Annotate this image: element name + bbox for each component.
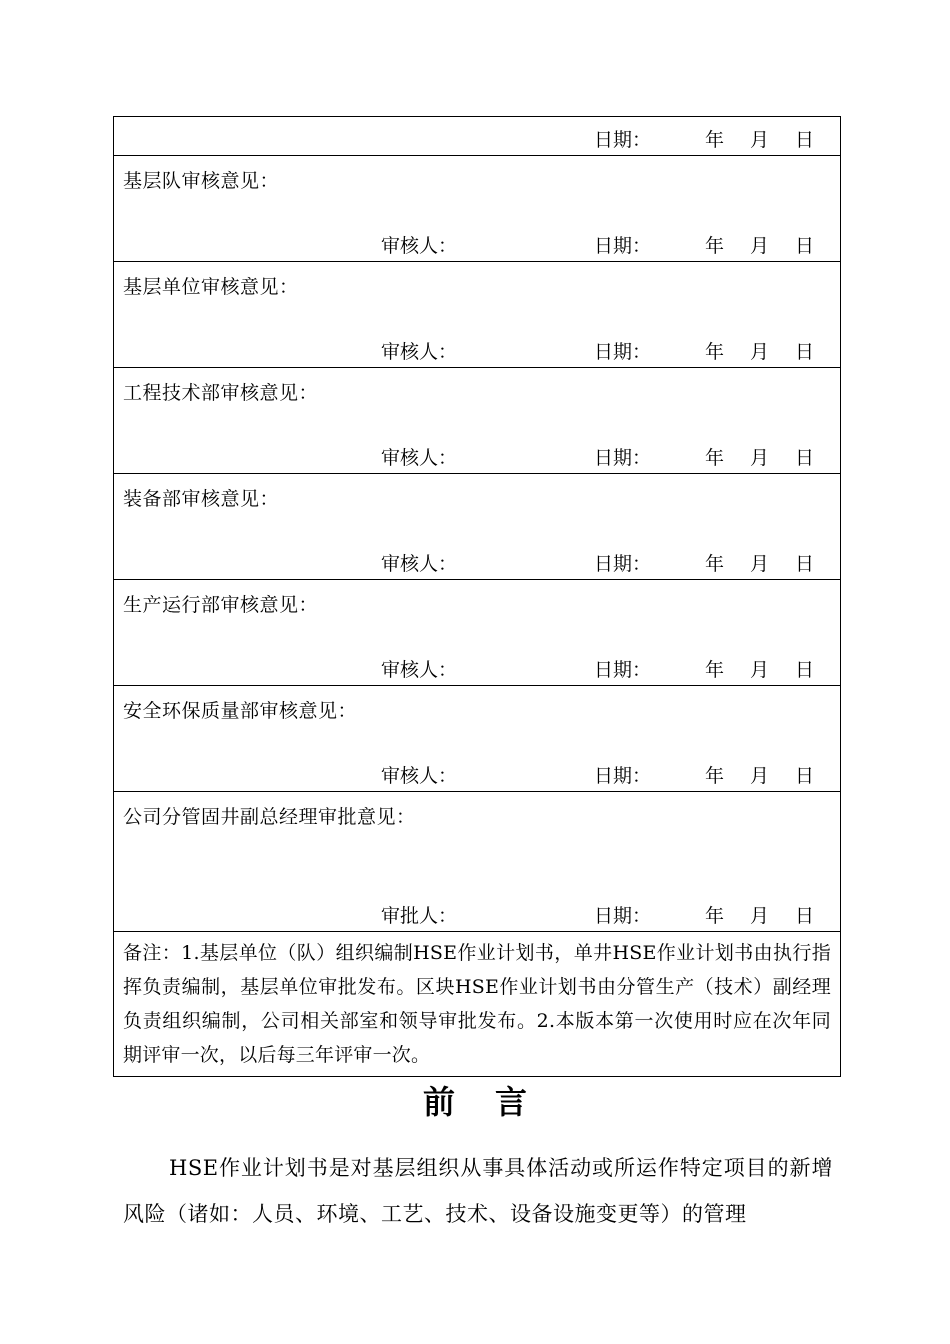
- date-label: 日期：: [594, 659, 652, 681]
- sign-line: [114, 759, 840, 787]
- sign-line: [114, 229, 840, 257]
- section-title-equipment: 装备部审核意见：: [123, 488, 280, 510]
- day-label: 日: [795, 235, 815, 257]
- month-label: 月: [750, 553, 770, 575]
- review-row-continued: [114, 117, 840, 156]
- signer-label: 审核人：: [381, 235, 458, 257]
- signer-label: 审核人：: [381, 659, 458, 681]
- date-label: 日期：: [594, 553, 652, 575]
- review-row-equipment: [114, 474, 840, 580]
- year-label: 年: [705, 659, 725, 681]
- month-label: 月: [750, 659, 770, 681]
- review-row-team: [114, 156, 840, 262]
- note-row: [114, 932, 840, 1076]
- date-label: 日期：: [594, 447, 652, 469]
- section-title-approval: 公司分管固井副总经理审批意见：: [123, 806, 416, 828]
- signer-label: 审核人：: [381, 447, 458, 469]
- month-label: 月: [750, 129, 770, 151]
- review-row-production: [114, 580, 840, 686]
- section-title-team: 基层队审核意见：: [123, 170, 280, 192]
- signer-label: 审核人：: [381, 341, 458, 363]
- section-title-engineering: 工程技术部审核意见：: [123, 382, 319, 404]
- date-label: 日期：: [594, 905, 652, 927]
- signer-label: 审核人：: [381, 765, 458, 787]
- day-label: 日: [795, 129, 815, 151]
- year-label: 年: [705, 553, 725, 575]
- sign-line: [114, 335, 840, 363]
- month-label: 月: [750, 905, 770, 927]
- preface-title: 前言: [422, 1083, 567, 1121]
- day-label: 日: [795, 447, 815, 469]
- note-text: 备注：1.基层单位（队）组织编制HSE作业计划书，单井HSE作业计划书由执行指挥负责编制，基层单位审批发布。区块HSE作业计划书由分管生产（技术）副经理负责组织编制，公司相关部室和领导审批发布。2.本版本第一次使用时应在次年同期评审一次，以后每三年评审一次。: [123, 942, 831, 1066]
- day-label: 日: [795, 553, 815, 575]
- signer-label: 审核人：: [381, 553, 458, 575]
- day-label: 日: [795, 341, 815, 363]
- review-row-engineering: [114, 368, 840, 474]
- sign-line: [114, 899, 840, 927]
- review-row-safety: [114, 686, 840, 792]
- date-label: 日期：: [594, 235, 652, 257]
- preface-paragraph: HSE作业计划书是对基层组织从事具体活动或所运作特定项目的新增风险（诸如：人员、环境、工艺、技术、设备设施变更等）的管理: [123, 1156, 833, 1226]
- year-label: 年: [705, 129, 725, 151]
- review-table: [113, 116, 841, 1077]
- month-label: 月: [750, 235, 770, 257]
- day-label: 日: [795, 905, 815, 927]
- date-label: 日期：: [594, 341, 652, 363]
- day-label: 日: [795, 659, 815, 681]
- approver-label: 审批人：: [381, 905, 458, 927]
- year-label: 年: [705, 341, 725, 363]
- date-label: 日期：: [594, 765, 652, 787]
- year-label: 年: [705, 905, 725, 927]
- month-label: 月: [750, 765, 770, 787]
- date-label: 日期：: [594, 129, 652, 151]
- sign-line: [114, 441, 840, 469]
- year-label: 年: [705, 235, 725, 257]
- month-label: 月: [750, 341, 770, 363]
- year-label: 年: [705, 765, 725, 787]
- sign-line: [114, 653, 840, 681]
- section-title-unit: 基层单位审核意见：: [123, 276, 299, 298]
- sign-line: [114, 547, 840, 575]
- approval-row: [114, 792, 840, 932]
- section-title-safety: 安全环保质量部审核意见：: [123, 700, 358, 722]
- review-row-unit: [114, 262, 840, 368]
- year-label: 年: [705, 447, 725, 469]
- section-title-production: 生产运行部审核意见：: [123, 594, 319, 616]
- sign-line: [114, 123, 840, 151]
- day-label: 日: [795, 765, 815, 787]
- month-label: 月: [750, 447, 770, 469]
